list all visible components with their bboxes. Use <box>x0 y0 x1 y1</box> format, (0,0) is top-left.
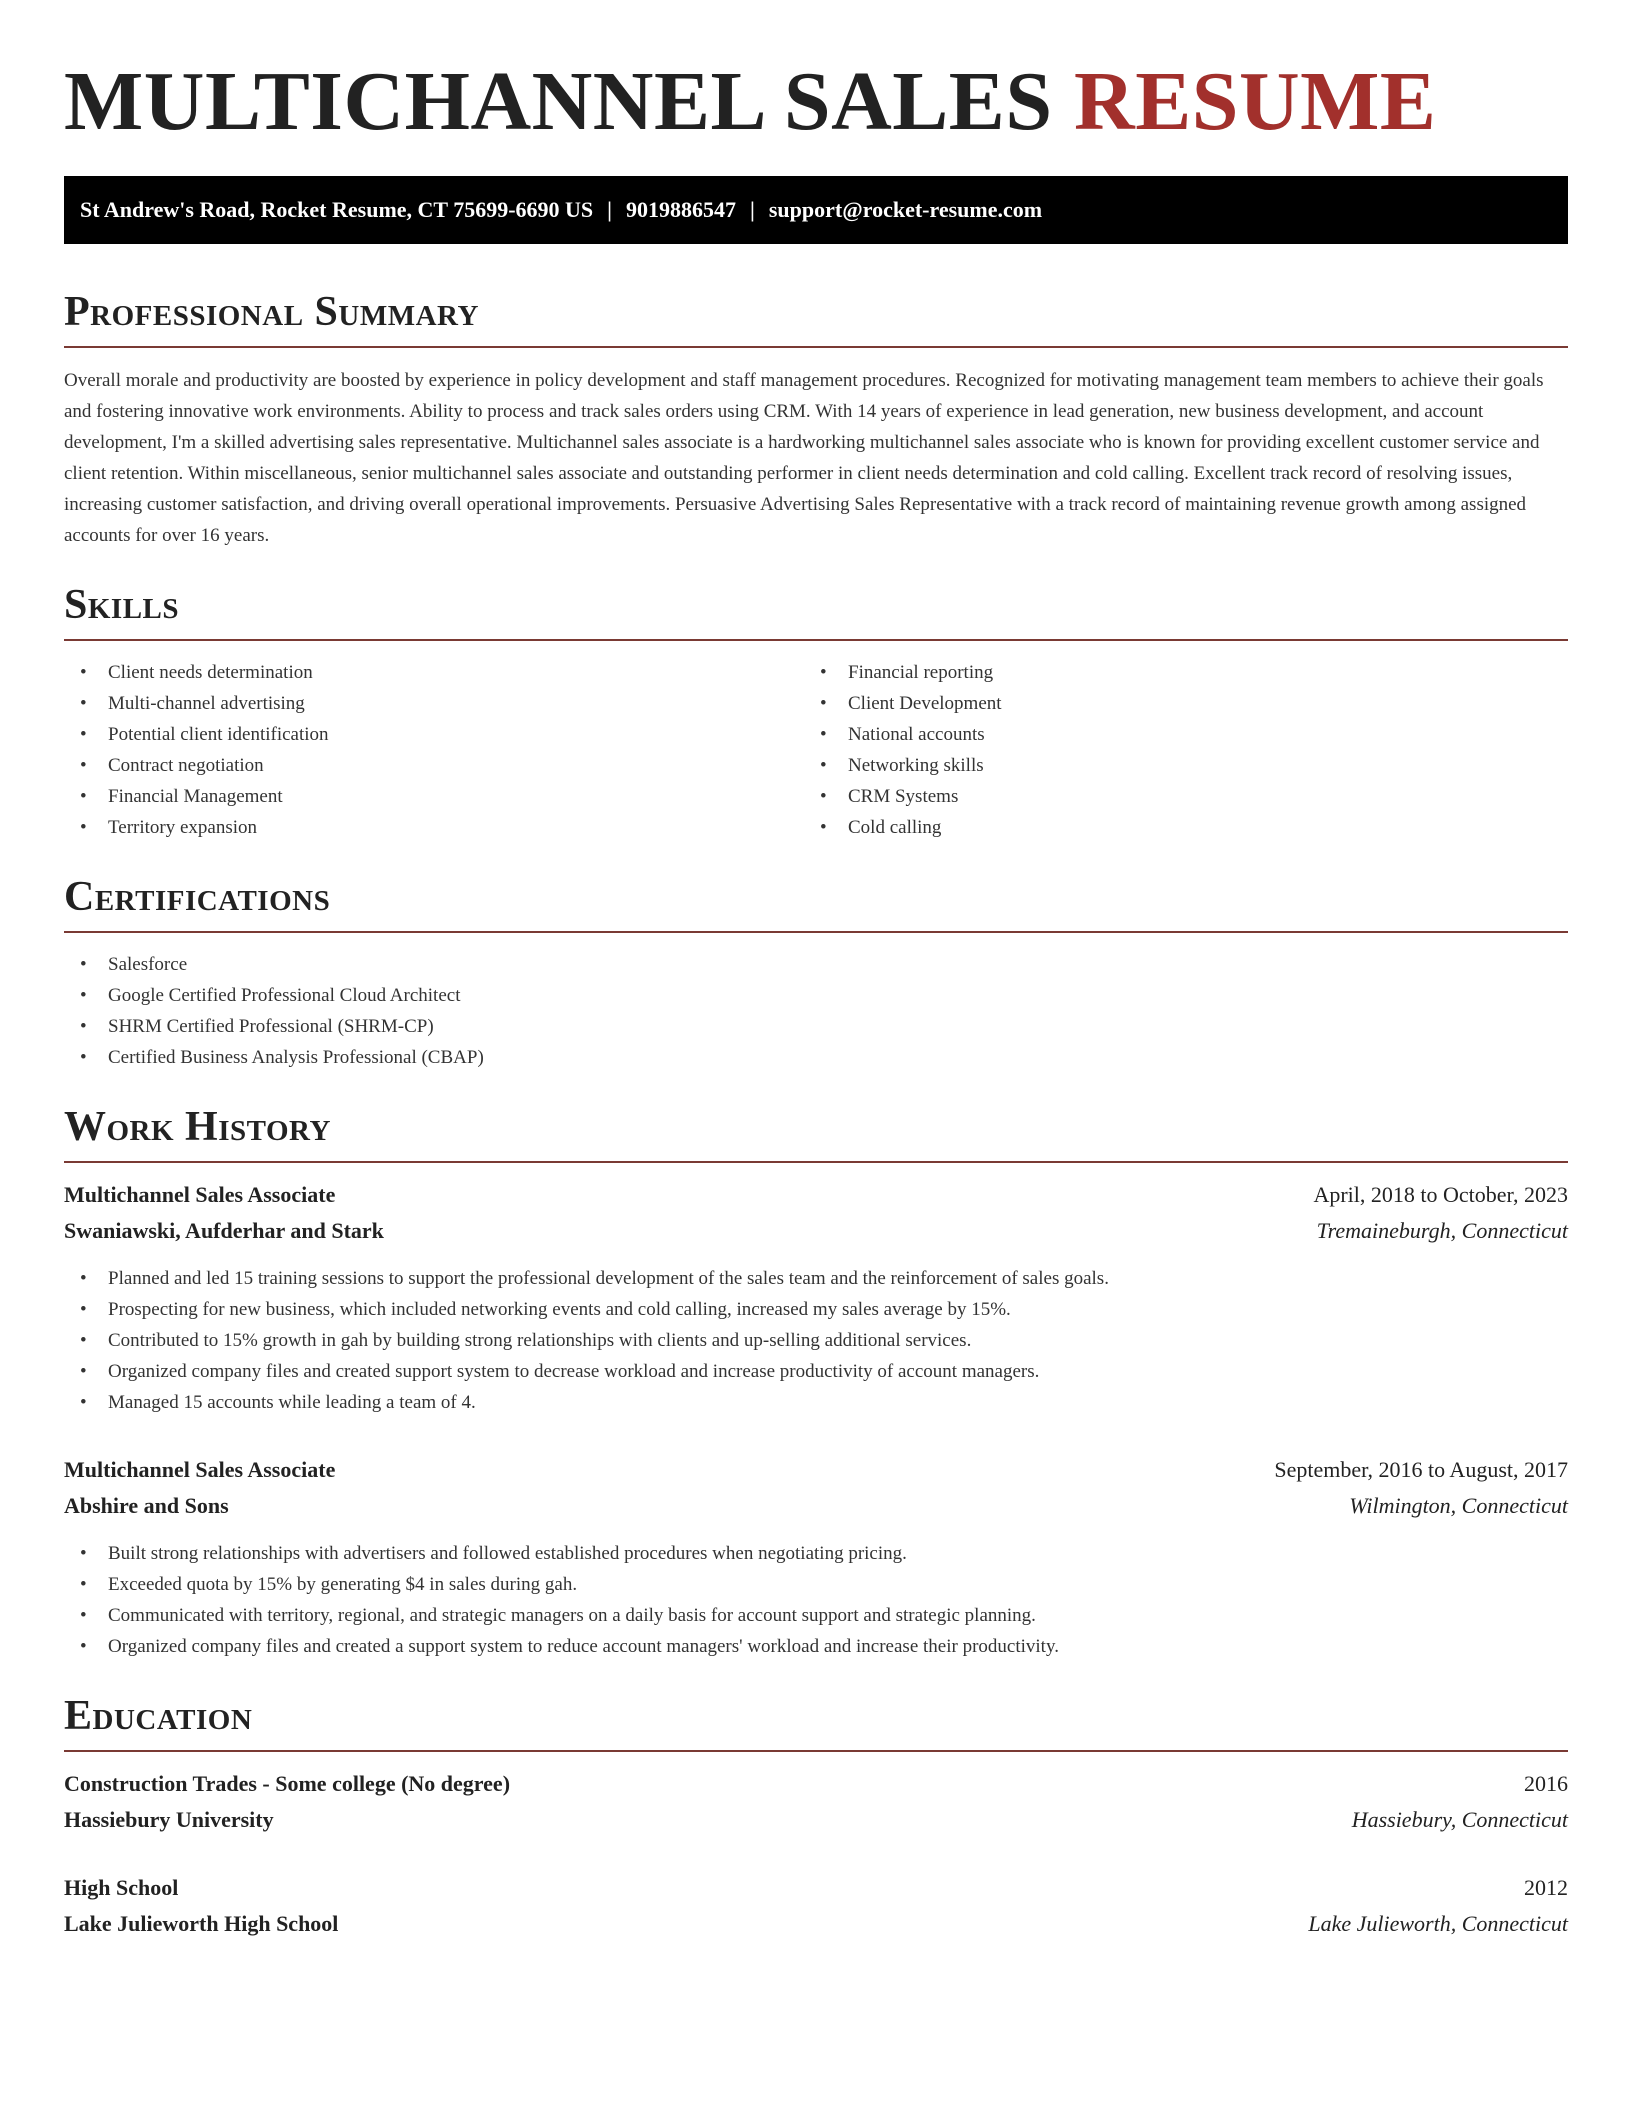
skills-grid <box>64 657 1568 843</box>
education-location: Hassiebury, Connecticut <box>1351 1807 1568 1832</box>
skill-item: • Networking skills <box>804 750 1544 781</box>
contact-address: St Andrew's Road, Rocket Resume, CT 75699-6690 US <box>80 197 594 222</box>
certification-item: • Salesforce <box>64 949 1568 980</box>
job-bullet: • Planned and led 15 training sessions to support the professional development of the sales team and the reinforcement of sales goals. <box>64 1263 1568 1294</box>
certifications-list <box>64 949 1568 1073</box>
skill-item: • Cold calling <box>804 812 1544 843</box>
education-degree: High School <box>64 1875 179 1900</box>
job-header <box>64 1452 1568 1488</box>
skill-item: • Potential client identification <box>64 719 804 750</box>
skill-item: • CRM Systems <box>804 781 1544 812</box>
contact-separator: | <box>607 197 613 222</box>
certification-item: • Certified Business Analysis Professional (CBAP) <box>64 1042 1568 1073</box>
job-bullet: • Exceeded quota by 15% by generating $4 in sales during gah. <box>64 1569 1568 1600</box>
education-school: Lake Julieworth High School <box>64 1911 339 1936</box>
contact-phone: 9019886547 <box>626 197 737 222</box>
job-location: Tremaineburgh, Connecticut <box>1316 1218 1568 1243</box>
skill-item: • Client needs determination <box>64 657 804 688</box>
education-year: 2012 <box>1524 1875 1568 1900</box>
skill-item: • Multi-channel advertising <box>64 688 804 719</box>
job-company: Swaniawski, Aufderhar and Stark <box>64 1218 384 1243</box>
education-subheader <box>64 1906 1568 1942</box>
certifications-section <box>64 873 1568 1073</box>
contact-separator: | <box>750 197 755 222</box>
job-title: Multichannel Sales Associate <box>64 1457 336 1482</box>
job-subheader <box>64 1213 1568 1249</box>
job-entry <box>64 1177 1568 1418</box>
skill-item: • Client Development <box>804 688 1544 719</box>
skills-list-right <box>804 657 1544 843</box>
skills-list-left <box>64 657 804 843</box>
skill-item: • National accounts <box>804 719 1544 750</box>
skill-item: • Financial reporting <box>804 657 1544 688</box>
job-bullet: • Organized company files and created support system to decrease workload and increase productivity of account managers. <box>64 1356 1568 1387</box>
summary-text: Overall morale and productivity are boosted by experience in policy development and staff management procedures. Recognized for motivating management team members to achieve their goals and fostering innovative work environments. Ability to process and track sales orders using CRM. With 14 years of experience in lead generation, new business development, and account development, I'm a skilled advertising sales representative. Multichannel sales associate is a hardworking multichannel sales associate who is known for providing excellent customer service and client retention. Within miscellaneous, senior multichannel sales associate and outstanding performer in client needs determination and cold calling. Excellent track record of resolving issues, increasing customer satisfaction, and driving overall operational improvements. Persuasive Advertising Sales Representative with a track record of maintaining revenue growth among assigned accounts for over 16 years. <box>64 370 1544 546</box>
section-heading-education: Education <box>64 1692 1568 1752</box>
title-main: MULTICHANNEL SALES <box>64 55 1053 148</box>
contact-email: support@rocket-resume.com <box>768 197 1043 222</box>
job-bullet: • Managed 15 accounts while leading a team of 4. <box>64 1387 1568 1418</box>
job-bullets <box>64 1263 1568 1418</box>
section-heading-work-history: Work History <box>64 1103 1568 1163</box>
job-entry <box>64 1452 1568 1662</box>
job-location: Wilmington, Connecticut <box>1349 1493 1568 1518</box>
education-year: 2016 <box>1524 1771 1568 1796</box>
job-bullets <box>64 1538 1568 1662</box>
education-header <box>64 1870 1568 1906</box>
certification-item: • Google Certified Professional Cloud Architect <box>64 980 1568 1011</box>
skill-item: • Territory expansion <box>64 812 804 843</box>
skills-section <box>64 581 1568 843</box>
summary-section <box>64 288 1568 551</box>
title-accent: RESUME <box>1074 55 1437 148</box>
job-bullet: • Prospecting for new business, which included networking events and cold calling, increased my sales average by 15%. <box>64 1294 1568 1325</box>
job-bullet: • Organized company files and created a support system to reduce account managers' workload and increase their productivity. <box>64 1631 1568 1662</box>
section-heading-summary: Professional Summary <box>64 288 1568 348</box>
education-section <box>64 1692 1568 1942</box>
job-company: Abshire and Sons <box>64 1493 229 1518</box>
education-subheader <box>64 1802 1568 1838</box>
education-header <box>64 1766 1568 1802</box>
section-heading-certifications: Certifications <box>64 873 1568 933</box>
job-dates: September, 2016 to August, 2017 <box>1274 1457 1568 1482</box>
education-school: Hassiebury University <box>64 1807 274 1832</box>
job-subheader <box>64 1488 1568 1524</box>
section-heading-skills: Skills <box>64 581 1568 641</box>
certification-item: • SHRM Certified Professional (SHRM-CP) <box>64 1011 1568 1042</box>
education-entry <box>64 1870 1568 1942</box>
education-entry <box>64 1766 1568 1838</box>
job-header <box>64 1177 1568 1213</box>
job-dates: April, 2018 to October, 2023 <box>1313 1182 1568 1207</box>
job-bullet: • Contributed to 15% growth in gah by building strong relationships with clients and up-selling additional services. <box>64 1325 1568 1356</box>
work-history-section <box>64 1103 1568 1662</box>
skill-item: • Contract negotiation <box>64 750 804 781</box>
skill-item: • Financial Management <box>64 781 804 812</box>
education-location: Lake Julieworth, Connecticut <box>1308 1911 1568 1936</box>
resume-title <box>64 0 1568 150</box>
job-title: Multichannel Sales Associate <box>64 1182 336 1207</box>
education-degree: Construction Trades - Some college (No degree) <box>64 1771 511 1796</box>
contact-bar <box>64 176 1568 244</box>
job-bullet: • Communicated with territory, regional, and strategic managers on a daily basis for account support and strategic planning. <box>64 1600 1568 1631</box>
job-bullet: • Built strong relationships with advertisers and followed established procedures when negotiating pricing. <box>64 1538 1568 1569</box>
